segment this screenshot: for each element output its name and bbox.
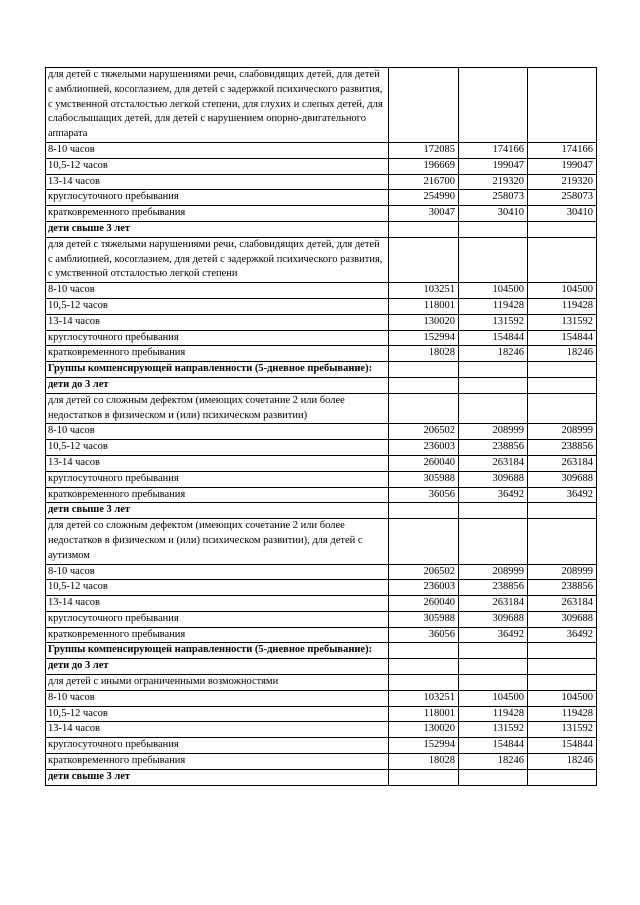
row-label: дети до 3 лет <box>46 377 389 393</box>
value-cell <box>389 519 459 564</box>
value-cell <box>528 362 597 378</box>
value-cell: 152994 <box>389 330 459 346</box>
table-row <box>46 580 597 596</box>
row-label: кратковременного пребывания <box>46 487 389 503</box>
value-cell: 309688 <box>459 611 528 627</box>
row-label: 10,5-12 часов <box>46 298 389 314</box>
table-row <box>46 158 597 174</box>
value-cell: 118001 <box>389 706 459 722</box>
row-label: для детей со сложным дефектом (имеющих сочетание 2 или более недостатков в физическом и (или) психическом развитии), для детей с аутизмом <box>46 519 389 564</box>
table-row <box>46 564 597 580</box>
value-cell: 36492 <box>459 487 528 503</box>
value-cell <box>389 769 459 785</box>
value-cell: 258073 <box>528 190 597 206</box>
value-cell <box>459 393 528 424</box>
value-cell: 18246 <box>528 754 597 770</box>
row-label: круглосуточного пребывания <box>46 611 389 627</box>
table-row <box>46 142 597 158</box>
value-cell: 154844 <box>528 738 597 754</box>
table-row <box>46 221 597 237</box>
tariff-table <box>45 67 597 786</box>
table-row <box>46 393 597 424</box>
table-row <box>46 738 597 754</box>
row-label: кратковременного пребывания <box>46 627 389 643</box>
row-label: дети свыше 3 лет <box>46 503 389 519</box>
value-cell: 199047 <box>528 158 597 174</box>
row-label: 8-10 часов <box>46 690 389 706</box>
value-cell: 309688 <box>459 471 528 487</box>
value-cell: 130020 <box>389 722 459 738</box>
value-cell <box>389 377 459 393</box>
table-row <box>46 754 597 770</box>
table-body <box>46 68 597 786</box>
value-cell <box>528 503 597 519</box>
row-label: 8-10 часов <box>46 142 389 158</box>
row-label: 13-14 часов <box>46 596 389 612</box>
value-cell: 18246 <box>459 346 528 362</box>
value-cell <box>389 393 459 424</box>
value-cell: 130020 <box>389 314 459 330</box>
table-row <box>46 769 597 785</box>
value-cell: 208999 <box>528 564 597 580</box>
value-cell: 119428 <box>528 298 597 314</box>
row-label: дети свыше 3 лет <box>46 769 389 785</box>
row-label: 13-14 часов <box>46 722 389 738</box>
value-cell: 238856 <box>459 580 528 596</box>
value-cell <box>389 221 459 237</box>
value-cell <box>389 362 459 378</box>
value-cell: 206502 <box>389 564 459 580</box>
value-cell: 263184 <box>459 596 528 612</box>
value-cell: 18028 <box>389 754 459 770</box>
value-cell: 238856 <box>528 440 597 456</box>
table-row <box>46 362 597 378</box>
value-cell <box>459 519 528 564</box>
value-cell: 219320 <box>528 174 597 190</box>
table-row <box>46 330 597 346</box>
value-cell <box>528 519 597 564</box>
value-cell: 263184 <box>528 596 597 612</box>
value-cell: 174166 <box>528 142 597 158</box>
value-cell: 154844 <box>459 330 528 346</box>
value-cell <box>528 675 597 691</box>
value-cell <box>528 377 597 393</box>
row-label: для детей с тяжелыми нарушениями речи, слабовидящих детей, для детей с амблиопией, косоглазием, для детей с задержкой психического развития, с умственной отсталостью легкой степени, для глухих и слепых детей, для слабослышащих детей, для детей с нарушением опорно-двигательного аппарата <box>46 68 389 143</box>
value-cell: 305988 <box>389 611 459 627</box>
value-cell: 172085 <box>389 142 459 158</box>
value-cell: 18246 <box>459 754 528 770</box>
row-label: 10,5-12 часов <box>46 158 389 174</box>
value-cell <box>459 237 528 282</box>
table-row <box>46 237 597 282</box>
value-cell: 152994 <box>389 738 459 754</box>
row-label: 8-10 часов <box>46 283 389 299</box>
value-cell <box>459 769 528 785</box>
value-cell: 30410 <box>528 206 597 222</box>
value-cell: 131592 <box>459 314 528 330</box>
table-row <box>46 283 597 299</box>
value-cell: 260040 <box>389 596 459 612</box>
row-label: дети до 3 лет <box>46 659 389 675</box>
value-cell: 36056 <box>389 627 459 643</box>
table-row <box>46 424 597 440</box>
value-cell <box>528 68 597 143</box>
row-label: дети свыше 3 лет <box>46 221 389 237</box>
value-cell <box>459 503 528 519</box>
table-row <box>46 675 597 691</box>
table-row <box>46 190 597 206</box>
table-row <box>46 643 597 659</box>
value-cell: 238856 <box>528 580 597 596</box>
row-label: для детей с тяжелыми нарушениями речи, слабовидящих детей, для детей с амблиопией, косоглазием, для детей с задержкой психического развития, с умственной отсталостью легкой степени <box>46 237 389 282</box>
value-cell <box>389 659 459 675</box>
value-cell <box>528 769 597 785</box>
row-label: кратковременного пребывания <box>46 206 389 222</box>
value-cell: 254990 <box>389 190 459 206</box>
value-cell: 206502 <box>389 424 459 440</box>
value-cell <box>389 237 459 282</box>
table-row <box>46 503 597 519</box>
value-cell: 131592 <box>459 722 528 738</box>
value-cell: 104500 <box>528 690 597 706</box>
value-cell <box>528 659 597 675</box>
value-cell: 104500 <box>459 283 528 299</box>
value-cell: 104500 <box>528 283 597 299</box>
value-cell: 36492 <box>528 627 597 643</box>
value-cell: 36492 <box>459 627 528 643</box>
value-cell: 118001 <box>389 298 459 314</box>
value-cell: 18246 <box>528 346 597 362</box>
value-cell: 263184 <box>459 455 528 471</box>
value-cell: 216700 <box>389 174 459 190</box>
row-label: 8-10 часов <box>46 564 389 580</box>
value-cell: 208999 <box>459 424 528 440</box>
value-cell: 260040 <box>389 455 459 471</box>
value-cell: 104500 <box>459 690 528 706</box>
row-label: 13-14 часов <box>46 174 389 190</box>
value-cell: 119428 <box>459 706 528 722</box>
value-cell <box>528 221 597 237</box>
value-cell <box>528 237 597 282</box>
value-cell: 309688 <box>528 471 597 487</box>
value-cell <box>528 643 597 659</box>
value-cell: 36056 <box>389 487 459 503</box>
row-label: круглосуточного пребывания <box>46 471 389 487</box>
value-cell: 103251 <box>389 690 459 706</box>
table-row <box>46 611 597 627</box>
table-row <box>46 659 597 675</box>
value-cell <box>459 377 528 393</box>
row-label: для детей с иными ограниченными возможностями <box>46 675 389 691</box>
row-label: 10,5-12 часов <box>46 580 389 596</box>
row-label: Группы компенсирующей направленности (5-дневное пребывание): <box>46 643 389 659</box>
row-label: круглосуточного пребывания <box>46 190 389 206</box>
value-cell <box>459 675 528 691</box>
row-label: круглосуточного пребывания <box>46 738 389 754</box>
row-label: кратковременного пребывания <box>46 754 389 770</box>
table-row <box>46 174 597 190</box>
value-cell <box>389 643 459 659</box>
value-cell: 196669 <box>389 158 459 174</box>
row-label: 13-14 часов <box>46 314 389 330</box>
value-cell: 131592 <box>528 722 597 738</box>
value-cell <box>459 362 528 378</box>
table-row <box>46 206 597 222</box>
value-cell <box>459 221 528 237</box>
value-cell: 119428 <box>459 298 528 314</box>
value-cell: 30410 <box>459 206 528 222</box>
value-cell: 305988 <box>389 471 459 487</box>
table-row <box>46 690 597 706</box>
table-row <box>46 440 597 456</box>
value-cell: 208999 <box>459 564 528 580</box>
row-label: 13-14 часов <box>46 455 389 471</box>
table-row <box>46 627 597 643</box>
value-cell: 154844 <box>528 330 597 346</box>
value-cell: 174166 <box>459 142 528 158</box>
value-cell <box>389 68 459 143</box>
value-cell: 219320 <box>459 174 528 190</box>
row-label: 10,5-12 часов <box>46 706 389 722</box>
table-row <box>46 455 597 471</box>
value-cell: 199047 <box>459 158 528 174</box>
row-label: 10,5-12 часов <box>46 440 389 456</box>
value-cell: 119428 <box>528 706 597 722</box>
value-cell: 18028 <box>389 346 459 362</box>
value-cell: 103251 <box>389 283 459 299</box>
value-cell: 36492 <box>528 487 597 503</box>
row-label: 8-10 часов <box>46 424 389 440</box>
table-row <box>46 68 597 143</box>
table-row <box>46 487 597 503</box>
value-cell: 236003 <box>389 580 459 596</box>
value-cell: 131592 <box>528 314 597 330</box>
table-row <box>46 346 597 362</box>
value-cell: 30047 <box>389 206 459 222</box>
value-cell <box>459 68 528 143</box>
value-cell: 258073 <box>459 190 528 206</box>
table-row <box>46 706 597 722</box>
row-label: для детей со сложным дефектом (имеющих сочетание 2 или более недостатков в физическом и (или) психическом развитии) <box>46 393 389 424</box>
value-cell: 208999 <box>528 424 597 440</box>
table-row <box>46 471 597 487</box>
row-label: Группы компенсирующей направленности (5-дневное пребывание): <box>46 362 389 378</box>
value-cell: 236003 <box>389 440 459 456</box>
value-cell <box>389 503 459 519</box>
value-cell <box>528 393 597 424</box>
value-cell <box>459 643 528 659</box>
value-cell: 309688 <box>528 611 597 627</box>
table-row <box>46 519 597 564</box>
value-cell: 238856 <box>459 440 528 456</box>
value-cell: 154844 <box>459 738 528 754</box>
row-label: кратковременного пребывания <box>46 346 389 362</box>
value-cell <box>459 659 528 675</box>
table-row <box>46 314 597 330</box>
row-label: круглосуточного пребывания <box>46 330 389 346</box>
table-row <box>46 298 597 314</box>
table-row <box>46 722 597 738</box>
table-row <box>46 596 597 612</box>
value-cell <box>389 675 459 691</box>
value-cell: 263184 <box>528 455 597 471</box>
table-row <box>46 377 597 393</box>
